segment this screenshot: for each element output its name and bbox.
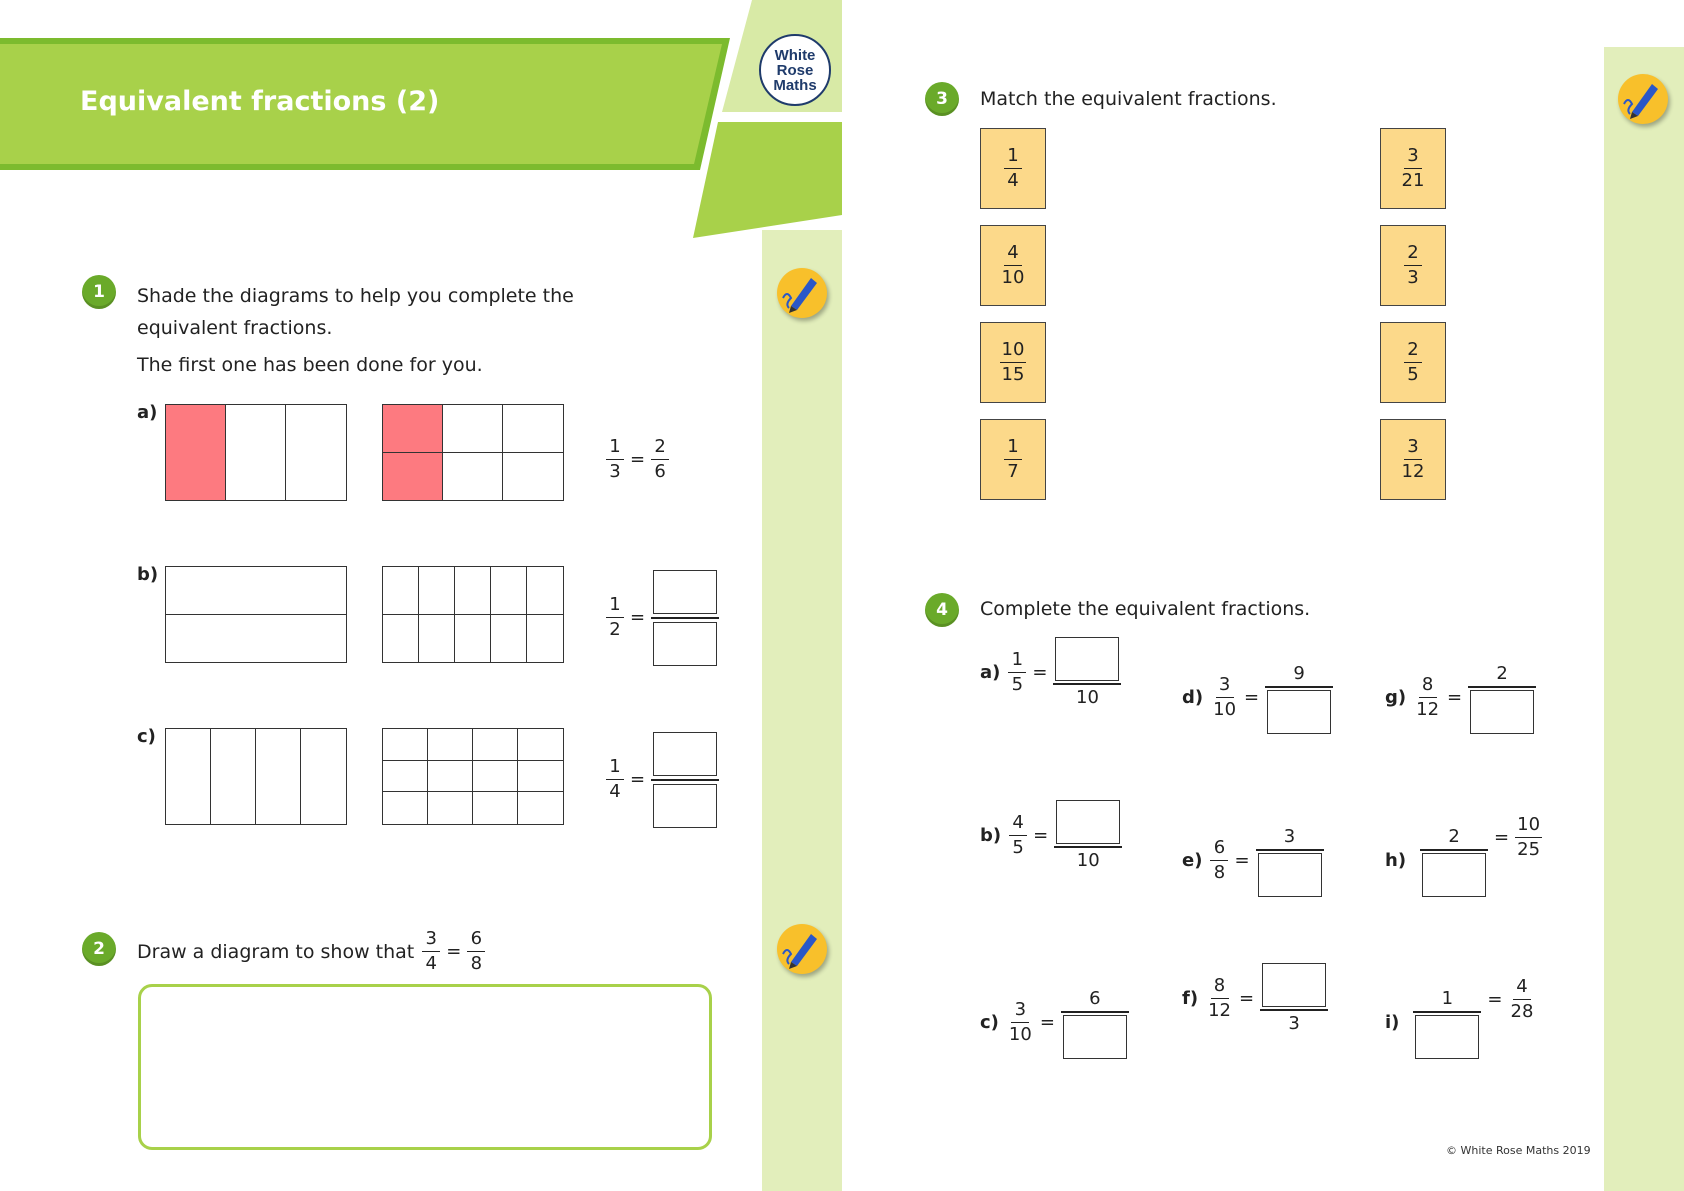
answer-box[interactable]: [653, 622, 717, 666]
equals-sign: =: [446, 941, 462, 962]
question-2-label: Draw a diagram to show that: [137, 940, 415, 963]
diagram-cell[interactable]: [518, 729, 563, 761]
denominator: 10: [1076, 687, 1099, 708]
fraction-bar: [1061, 1011, 1129, 1013]
equation-4c: [980, 987, 1129, 1059]
numerator: 1: [1004, 147, 1022, 169]
question-1-text: [137, 280, 574, 344]
answer-box[interactable]: [1055, 637, 1119, 681]
question-1-note: The first one has been done for you.: [137, 354, 483, 376]
pencil-icon: [777, 924, 827, 974]
denominator: 5: [1012, 837, 1024, 859]
equals-sign: =: [1033, 825, 1049, 847]
diagram-cell[interactable]: [527, 615, 563, 663]
answer-box[interactable]: [1262, 963, 1326, 1007]
part-label: a): [980, 662, 1001, 684]
diagram-cell[interactable]: [226, 405, 286, 500]
numerator: 2: [1496, 662, 1508, 684]
numerator: 2: [1448, 825, 1460, 847]
equation-4i: [1385, 976, 1535, 1059]
answer-fraction: [1420, 825, 1488, 897]
denominator: 4: [1007, 170, 1019, 191]
fraction-bar: [1265, 686, 1333, 688]
pencil-icon: [1618, 74, 1668, 124]
part-label: i): [1385, 1012, 1400, 1034]
diagram-cell[interactable]: [166, 567, 346, 615]
diagram-cell[interactable]: [383, 761, 428, 793]
diagram-cell[interactable]: [518, 792, 563, 824]
equals-sign: =: [1238, 988, 1255, 1010]
numerator: 3: [1404, 438, 1422, 460]
left-margin-strip: [762, 230, 842, 1191]
denominator: 8: [1213, 862, 1226, 884]
match-card-right[interactable]: [1380, 225, 1446, 306]
denominator: 4: [425, 953, 437, 974]
fraction-bar: [1054, 846, 1122, 848]
denominator: 25: [1517, 839, 1541, 861]
denominator: 10: [1213, 699, 1237, 721]
numerator: 3: [1011, 1001, 1029, 1023]
fraction: [1414, 676, 1441, 719]
fraction: [1008, 651, 1026, 694]
equals-sign: =: [630, 449, 646, 470]
diagram-cell[interactable]: [383, 567, 419, 615]
diagram-cell[interactable]: [473, 792, 518, 824]
diagram-b-halves: [165, 566, 347, 663]
diagram-cell[interactable]: [443, 453, 503, 501]
question-1-line: Shade the diagrams to help you complete the: [137, 285, 574, 307]
equals-sign: =: [1487, 989, 1503, 1011]
question-3-text: Match the equivalent fractions.: [980, 88, 1277, 110]
fraction: [1007, 1001, 1034, 1044]
equals-sign: =: [1447, 687, 1463, 709]
match-card-right[interactable]: [1380, 322, 1446, 403]
logo-text: Maths: [773, 76, 817, 94]
numerator: 1: [606, 596, 624, 618]
fraction-bar: [1413, 1011, 1481, 1013]
numerator: 2: [1404, 341, 1422, 363]
logo-text: White: [774, 46, 816, 64]
equation-1c: [606, 732, 719, 828]
answer-fraction: [651, 570, 719, 666]
denominator: 12: [1208, 1000, 1231, 1022]
diagram-cell[interactable]: [491, 615, 527, 663]
numerator: 4: [1004, 244, 1022, 266]
denominator: 8: [470, 953, 483, 974]
denominator: 21: [1401, 170, 1425, 191]
denominator: 15: [1001, 364, 1025, 385]
diagram-cell[interactable]: [491, 567, 527, 615]
equation-4e: [1182, 825, 1324, 897]
numerator: 3: [1216, 676, 1234, 698]
part-label-c: c): [137, 726, 156, 747]
part-label: b): [980, 825, 1002, 847]
numerator: 6: [1210, 839, 1228, 861]
part-label: c): [980, 1012, 999, 1034]
question-number-3: 3: [925, 82, 959, 116]
copyright: © White Rose Maths 2019: [1446, 1144, 1591, 1157]
question-4-text: Complete the equivalent fractions.: [980, 598, 1311, 620]
numerator: 1: [606, 438, 624, 460]
equation-4g: [1385, 662, 1536, 734]
denominator: 10: [1001, 267, 1025, 288]
fraction-bar: [651, 779, 719, 781]
diagram-cell[interactable]: [301, 729, 346, 824]
fraction: [1211, 676, 1238, 719]
part-label-b: b): [137, 564, 159, 585]
answer-box[interactable]: [1470, 690, 1534, 734]
numerator: 9: [1293, 662, 1305, 684]
numerator: 8: [1211, 977, 1229, 999]
denominator: 7: [1007, 461, 1019, 482]
numerator: 1: [1008, 651, 1026, 673]
numerator: 8: [1419, 676, 1437, 698]
fraction-bar: [1420, 849, 1488, 851]
match-card-right[interactable]: [1380, 419, 1446, 500]
diagram-cell[interactable]: [455, 567, 491, 615]
diagram-cell[interactable]: [383, 729, 428, 761]
fraction: [1515, 816, 1542, 859]
fraction-bar: [1260, 1009, 1328, 1011]
fraction: [606, 596, 624, 639]
diagram-cell[interactable]: [286, 405, 346, 500]
denominator: 12: [1416, 699, 1440, 721]
diagram-cell[interactable]: [166, 615, 346, 663]
logo-text: Rose: [776, 61, 814, 79]
fraction: [1009, 814, 1027, 857]
denominator: 5: [1407, 364, 1419, 385]
numerator: 1: [1004, 438, 1022, 460]
diagram-a-sixths: [382, 404, 564, 501]
diagram-cell[interactable]: [211, 729, 256, 824]
numerator: 2: [651, 438, 669, 460]
equals-sign: =: [630, 607, 646, 629]
fraction: [651, 438, 669, 481]
equation-4b: [980, 800, 1122, 872]
numerator: 10: [1515, 816, 1542, 838]
diagram-cell[interactable]: [166, 405, 226, 500]
match-card-left[interactable]: [980, 322, 1046, 403]
diagram-cell[interactable]: [383, 792, 428, 824]
fraction-bar: [1468, 686, 1536, 688]
fraction: [1509, 978, 1536, 1021]
answer-fraction: [1265, 662, 1333, 734]
answer-box[interactable]: [653, 570, 717, 614]
numerator: 10: [1000, 341, 1027, 363]
diagram-cell[interactable]: [473, 729, 518, 761]
drawing-area[interactable]: [138, 984, 712, 1150]
match-card-left[interactable]: [980, 128, 1046, 209]
fraction: [422, 930, 440, 973]
part-label: g): [1385, 687, 1407, 709]
denominator: 3: [1407, 267, 1419, 288]
header-banner: [0, 0, 842, 240]
part-label: e): [1182, 850, 1203, 872]
part-label: h): [1385, 850, 1407, 872]
numerator: 4: [1513, 978, 1531, 1000]
fraction: [606, 438, 624, 481]
question-1-line: equivalent fractions.: [137, 317, 333, 339]
numerator: 3: [1404, 147, 1422, 169]
answer-box[interactable]: [653, 732, 717, 776]
diagram-cell[interactable]: [503, 405, 563, 453]
equation-1a: [606, 438, 669, 481]
diagram-cell[interactable]: [383, 453, 443, 501]
denominator: 10: [1008, 1024, 1032, 1046]
answer-fraction: [1256, 825, 1324, 897]
fraction-bar: [1256, 849, 1324, 851]
match-card-left[interactable]: [980, 225, 1046, 306]
answer-fraction: [1468, 662, 1536, 734]
equation-4f: [1182, 963, 1328, 1035]
equation-1b: [606, 570, 719, 666]
pencil-icon: [777, 268, 827, 318]
part-label-a: a): [137, 402, 158, 423]
diagram-cell[interactable]: [166, 729, 211, 824]
diagram-cell[interactable]: [256, 729, 301, 824]
numerator: 2: [1404, 244, 1422, 266]
diagram-cell[interactable]: [419, 615, 455, 663]
denominator: 4: [609, 781, 621, 803]
match-card-right[interactable]: [1380, 128, 1446, 209]
diagram-c-twelfths: [382, 728, 564, 825]
diagram-c-quarters: [165, 728, 347, 825]
fraction-bar: [1053, 683, 1121, 685]
equals-sign: =: [630, 769, 646, 791]
fraction: [1210, 839, 1228, 882]
answer-box[interactable]: [1056, 800, 1120, 844]
numerator: 3: [422, 930, 440, 952]
diagram-cell[interactable]: [503, 453, 563, 501]
question-number-2: 2: [82, 932, 116, 966]
denominator: 2: [609, 619, 621, 641]
denominator: 6: [654, 461, 666, 482]
diagram-cell[interactable]: [428, 792, 473, 824]
diagram-cell[interactable]: [383, 405, 443, 453]
answer-fraction: [1413, 987, 1481, 1059]
answer-box[interactable]: [1258, 853, 1322, 897]
fraction: [606, 758, 624, 801]
numerator: 1: [1441, 987, 1454, 1009]
equation-4a: [980, 637, 1121, 709]
equals-sign: =: [1494, 827, 1510, 849]
answer-fraction: [1260, 963, 1328, 1035]
answer-box[interactable]: [1063, 1015, 1127, 1059]
diagram-cell[interactable]: [473, 761, 518, 793]
fraction: [467, 930, 485, 973]
fraction-bar: [651, 617, 719, 619]
diagram-cell[interactable]: [428, 761, 473, 793]
denominator: 3: [609, 461, 621, 482]
numerator: 6: [467, 930, 485, 952]
answer-fraction: [1054, 800, 1122, 872]
question-number-1: 1: [82, 275, 116, 309]
part-label: f): [1182, 988, 1199, 1010]
answer-box[interactable]: [653, 784, 717, 828]
diagram-b-tenths: [382, 566, 564, 663]
diagram-a-thirds: [165, 404, 347, 501]
diagram-cell[interactable]: [455, 615, 491, 663]
white-rose-logo: [759, 34, 831, 106]
diagram-cell[interactable]: [383, 615, 419, 663]
equals-sign: =: [1244, 687, 1260, 709]
diagram-cell[interactable]: [527, 567, 563, 615]
right-margin-strip: [1604, 47, 1684, 1191]
equals-sign: =: [1039, 1012, 1055, 1034]
equation-4h: [1385, 814, 1542, 897]
diagram-cell[interactable]: [419, 567, 455, 615]
answer-fraction: [651, 732, 719, 828]
numerator: 3: [1283, 825, 1296, 847]
denominator: 28: [1510, 1001, 1534, 1023]
match-card-left[interactable]: [980, 419, 1046, 500]
numerator: 6: [1089, 987, 1101, 1009]
page-title: Equivalent fractions (2): [80, 86, 440, 117]
answer-box[interactable]: [1267, 690, 1331, 734]
answer-fraction: [1053, 637, 1121, 709]
numerator: 4: [1009, 814, 1027, 836]
numerator: 1: [606, 758, 624, 780]
question-number-4: 4: [925, 593, 959, 627]
answer-box[interactable]: [1415, 1015, 1479, 1059]
part-label: d): [1182, 687, 1204, 709]
equals-sign: =: [1032, 662, 1048, 684]
answer-box[interactable]: [1422, 853, 1486, 897]
question-2-text: [137, 930, 485, 973]
denominator: 3: [1288, 1013, 1300, 1034]
equals-sign: =: [1234, 850, 1250, 872]
equation-4d: [1182, 662, 1333, 734]
diagram-cell[interactable]: [518, 761, 563, 793]
diagram-cell[interactable]: [443, 405, 503, 453]
denominator: 5: [1011, 674, 1024, 696]
fraction: [1206, 977, 1233, 1020]
diagram-cell[interactable]: [428, 729, 473, 761]
denominator: 12: [1401, 461, 1425, 482]
denominator: 10: [1076, 850, 1100, 871]
answer-fraction: [1061, 987, 1129, 1059]
